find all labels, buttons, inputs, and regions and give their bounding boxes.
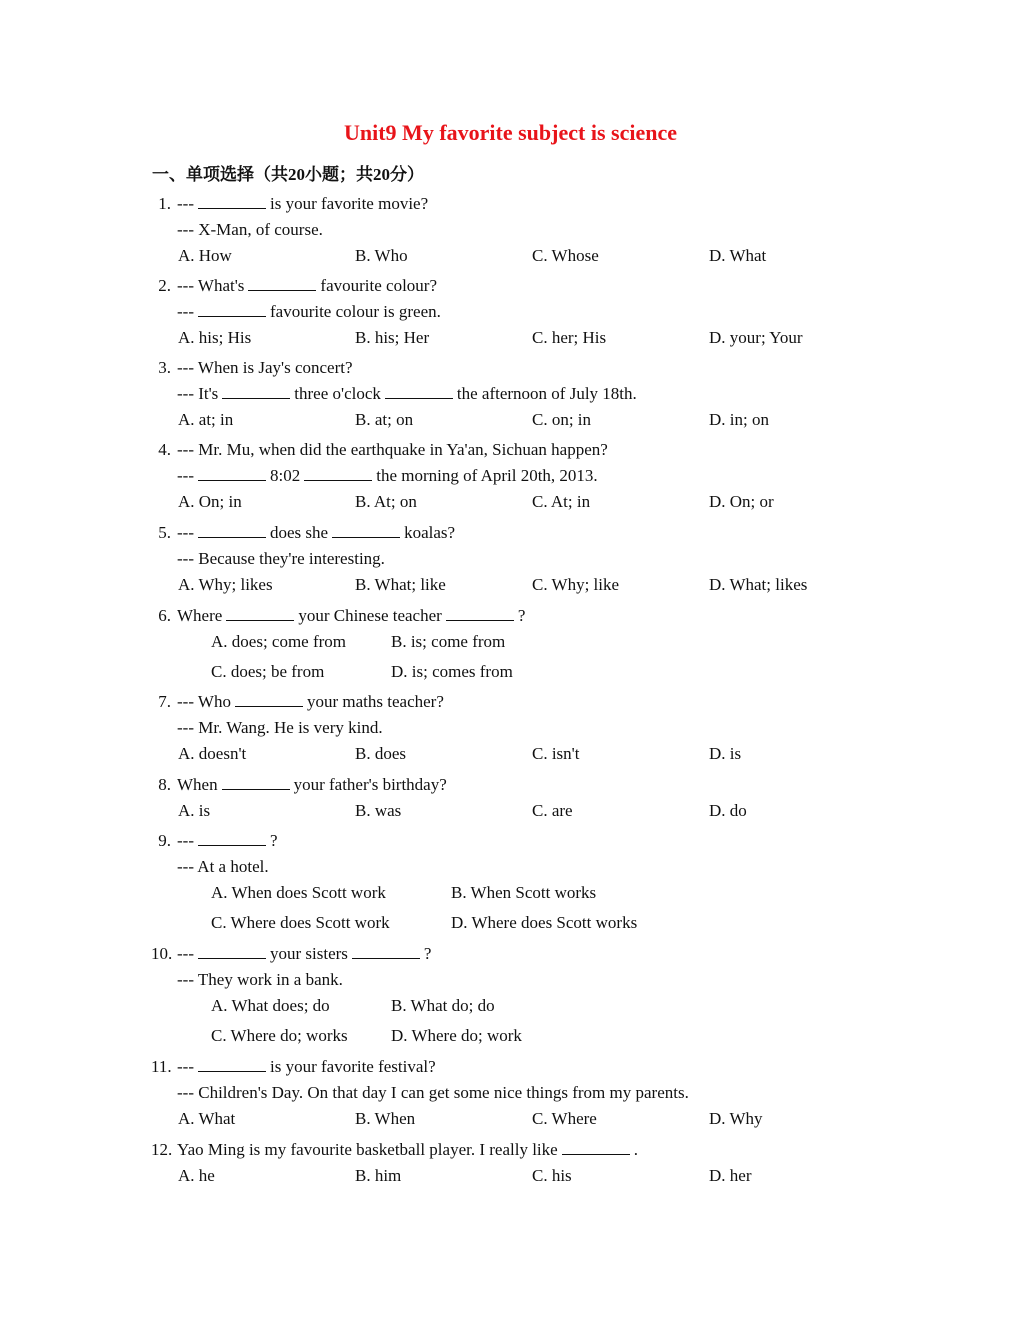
answer-option: D. is (709, 744, 742, 763)
answer-option: C. isn't (532, 744, 580, 763)
question-line (177, 302, 441, 322)
question-text: ? (423, 944, 432, 963)
question-text: your maths teacher? (306, 692, 444, 711)
question-text: ? (517, 606, 526, 625)
answer-blank (198, 523, 266, 538)
answer-option: A. his; His (178, 328, 252, 347)
question-text: --- (177, 831, 194, 850)
question-text: koalas? (404, 523, 456, 542)
question-number: 4. (158, 440, 171, 459)
answer-option: C. Why; like (532, 575, 620, 594)
question-text: --- (177, 1057, 194, 1076)
question-number: 3. (158, 358, 171, 377)
question-line (177, 466, 598, 486)
page-title: Unit9 My favorite subject is science (344, 120, 677, 145)
question-text: --- Children's Day. On that day I can get some nice things from my parents. (177, 1083, 689, 1102)
answer-option: C. does; be from (211, 662, 325, 681)
question-text: your Chinese teacher (298, 606, 442, 625)
question-text: --- Because they're interesting. (177, 549, 385, 568)
section-heading: 一、单项选择（共20小题；共20分） (152, 165, 424, 184)
question-line (177, 606, 525, 626)
answer-blank (332, 523, 400, 538)
question-number: 5. (158, 523, 171, 542)
answer-option: B. What do; do (391, 996, 495, 1015)
question-text: --- What's (177, 276, 245, 295)
question-text: is your favorite movie? (269, 194, 429, 213)
question-text: --- When is Jay's concert? (177, 358, 353, 377)
question-text: favourite colour? (320, 276, 438, 295)
question-text: --- (177, 523, 194, 542)
question-line (177, 384, 637, 404)
answer-option: B. is; come from (391, 632, 506, 651)
answer-blank (198, 944, 266, 959)
question-number: 9. (158, 831, 171, 850)
answer-option: A. he (178, 1166, 215, 1185)
answer-option: A. When does Scott work (211, 883, 386, 902)
answer-option: A. is (178, 801, 211, 820)
answer-option: C. At; in (532, 492, 591, 511)
question-line (177, 194, 428, 214)
question-number: 7. (158, 692, 171, 711)
question-line (177, 857, 269, 877)
question-line (177, 775, 447, 795)
question-line (177, 358, 353, 378)
question-text: --- (177, 302, 194, 321)
question-text: --- Mr. Wang. He is very kind. (177, 718, 383, 737)
answer-blank (198, 302, 266, 317)
question-line (177, 831, 278, 851)
question-line (177, 944, 431, 964)
question-number: 12. (151, 1140, 173, 1159)
question-text: is your favorite festival? (269, 1057, 436, 1076)
answer-blank (226, 606, 294, 621)
question-text: the afternoon of July 18th. (456, 384, 637, 403)
answer-option: B. at; on (355, 410, 414, 429)
answer-option: B. What; like (355, 575, 446, 594)
answer-option: D. What (709, 246, 767, 265)
answer-option: A. On; in (178, 492, 242, 511)
answer-option: B. him (355, 1166, 402, 1185)
answer-option: A. at; in (178, 410, 234, 429)
answer-option: A. Why; likes (178, 575, 273, 594)
answer-option: D. On; or (709, 492, 774, 511)
answer-option: D. in; on (709, 410, 769, 429)
answer-blank (222, 384, 290, 399)
question-text: --- (177, 944, 194, 963)
answer-blank (198, 831, 266, 846)
question-text: your sisters (269, 944, 348, 963)
answer-option: C. Where (532, 1109, 597, 1128)
question-line (177, 718, 383, 738)
question-number: 11. (151, 1057, 172, 1076)
question-number: 2. (158, 276, 171, 295)
answer-blank (198, 194, 266, 209)
answer-blank (198, 1057, 266, 1072)
answer-option: C. Whose (532, 246, 599, 265)
question-text: Yao Ming is my favourite basketball player. I really like (177, 1140, 558, 1159)
answer-option: B. his; Her (355, 328, 430, 347)
answer-option: A. What does; do (211, 996, 330, 1015)
answer-option: C. Where do; works (211, 1026, 348, 1045)
answer-option: C. on; in (532, 410, 592, 429)
question-line (177, 1083, 689, 1103)
question-text: When (177, 775, 218, 794)
question-text: --- X-Man, of course. (177, 220, 323, 239)
question-number: 6. (158, 606, 171, 625)
question-line (177, 440, 608, 460)
answer-blank (198, 466, 266, 481)
answer-option: B. When Scott works (451, 883, 597, 902)
question-line (177, 549, 385, 569)
answer-option: B. was (355, 801, 402, 820)
answer-option: A. doesn't (178, 744, 247, 763)
answer-blank (446, 606, 514, 621)
question-text: ? (269, 831, 278, 850)
answer-option: D. What; likes (709, 575, 808, 594)
question-text: --- At a hotel. (177, 857, 269, 876)
question-number: 8. (158, 775, 171, 794)
answer-option: D. Why (709, 1109, 763, 1128)
question-number: 1. (158, 194, 171, 213)
answer-blank (562, 1140, 630, 1155)
question-text: --- They work in a bank. (177, 970, 343, 989)
answer-option: C. are (532, 801, 573, 820)
answer-option: C. her; His (532, 328, 607, 347)
answer-blank (385, 384, 453, 399)
question-text: three o'clock (294, 384, 381, 403)
question-text: your father's birthday? (293, 775, 447, 794)
question-text: --- Who (177, 692, 231, 711)
answer-blank (352, 944, 420, 959)
question-line (177, 970, 343, 990)
question-text: --- (177, 466, 194, 485)
question-text: Where (177, 606, 223, 625)
question-text: does she (269, 523, 329, 542)
question-line (177, 1140, 638, 1160)
answer-option: D. Where does Scott works (451, 913, 638, 932)
question-line (177, 523, 455, 543)
question-text: --- It's (177, 384, 219, 403)
question-line (177, 1057, 436, 1077)
answer-option: A. does; come from (211, 632, 347, 651)
answer-option: B. When (355, 1109, 416, 1128)
answer-blank (248, 276, 316, 291)
question-text: --- Mr. Mu, when did the earthquake in Ya'an, Sichuan happen? (177, 440, 608, 459)
answer-option: C. his (532, 1166, 572, 1185)
answer-option: A. How (178, 246, 232, 265)
answer-option: A. What (178, 1109, 236, 1128)
answer-option: B. does (355, 744, 406, 763)
answer-blank (235, 692, 303, 707)
question-text: --- (177, 194, 194, 213)
question-line (177, 220, 323, 240)
question-text: the morning of April 20th, 2013. (376, 466, 598, 485)
answer-option: B. Who (355, 246, 408, 265)
answer-option: C. Where does Scott work (211, 913, 390, 932)
answer-option: D. Where do; work (391, 1026, 522, 1045)
answer-option: D. do (709, 801, 747, 820)
question-line (177, 276, 437, 296)
question-number: 10. (151, 944, 173, 963)
answer-option: D. her (709, 1166, 752, 1185)
question-text: . (633, 1140, 638, 1159)
answer-blank (304, 466, 372, 481)
answer-blank (222, 775, 290, 790)
question-line (177, 692, 444, 712)
answer-option: D. is; comes from (391, 662, 513, 681)
question-text: 8:02 (269, 466, 301, 485)
answer-option: D. your; Your (709, 328, 803, 347)
question-text: favourite colour is green. (269, 302, 441, 321)
answer-option: B. At; on (355, 492, 417, 511)
